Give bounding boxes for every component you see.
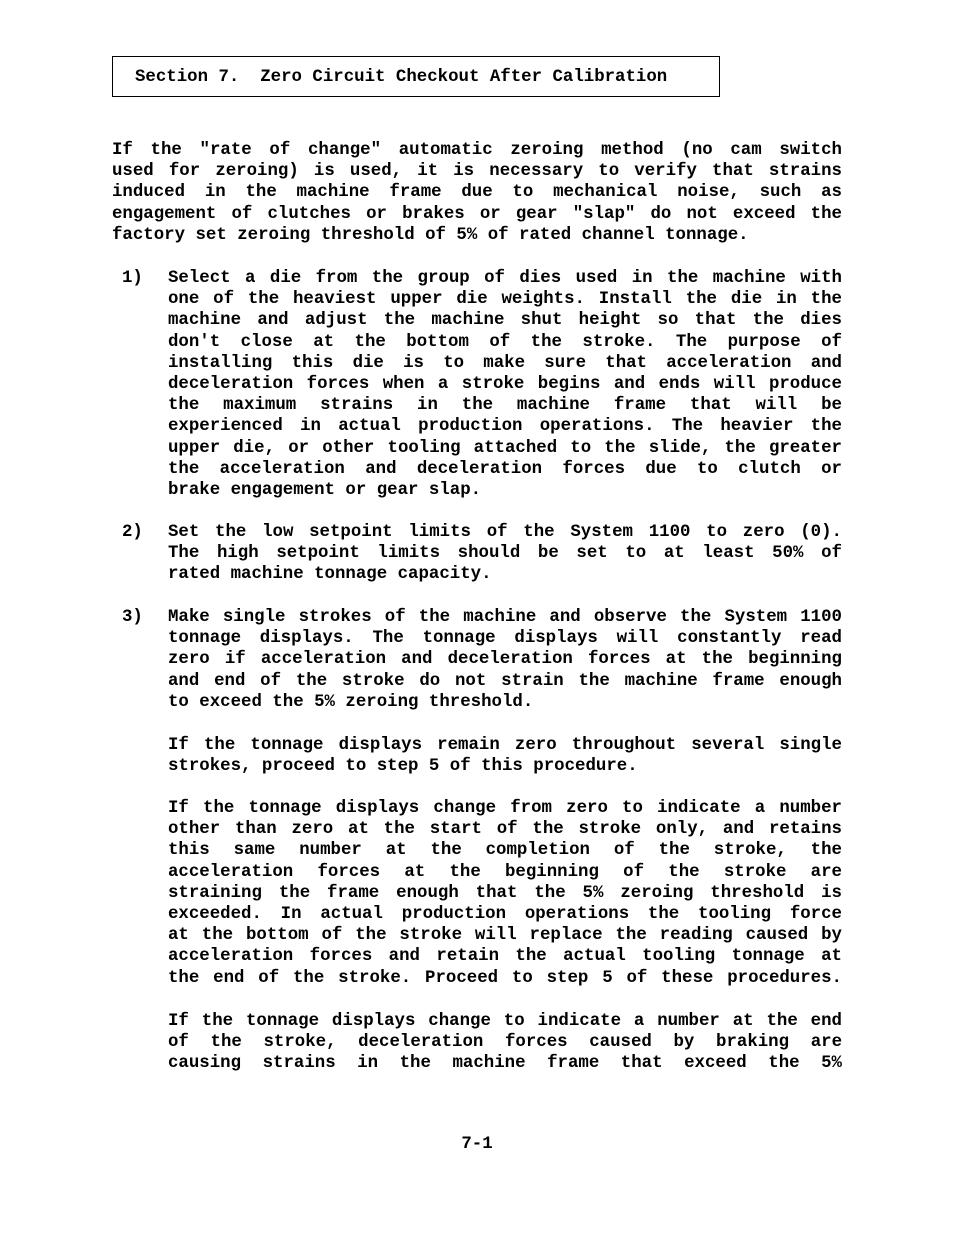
text-line: brake engagement or gear slap.	[168, 481, 482, 501]
section-heading-box	[112, 56, 720, 97]
text-line: one of the heaviest upper die weights. Install the die in the	[168, 290, 842, 310]
step-3-number: 3)	[122, 608, 143, 627]
text-line: upper die, or other tooling attached to the slide, the greater	[168, 438, 842, 458]
text-line: acceleration forces and retain the actual tooling tonnage at	[168, 947, 842, 967]
text-line: causing strains in the machine frame that exceed the 5%	[168, 1054, 842, 1074]
text-line: exceeded. In actual production operations the tooling force	[168, 905, 842, 925]
text-line: installing this die is to make sure that acceleration and	[168, 353, 842, 373]
text-line: straining the frame enough that the 5% zeroing threshold is	[168, 883, 842, 903]
text-line: this same number at the completion of the stroke, the	[168, 841, 842, 861]
text-line: Select a die from the group of dies used in the machine with	[168, 269, 842, 288]
text-line: factory set zeroing threshold of 5% of rated channel tonnage.	[112, 225, 749, 245]
page-number: 7-1	[461, 1135, 493, 1154]
text-line: the acceleration and deceleration forces due to clutch or	[168, 459, 842, 479]
text-line: experienced in actual production operations. The heavier the	[168, 417, 842, 437]
text-line: of the stroke, deceleration forces caused by braking are	[168, 1033, 842, 1053]
step-3-sub-paragraph-1	[168, 735, 842, 777]
text-line: If the tonnage displays change to indicate a number at the end	[168, 1012, 842, 1031]
step-2-number: 2)	[122, 523, 143, 542]
text-line: If the tonnage displays change from zero to indicate a number	[168, 799, 842, 818]
text-line: The high setpoint limits should be set to at least 50% of	[168, 544, 842, 564]
text-line: other than zero at the start of the stroke only, and retains	[168, 820, 842, 840]
text-line: used for zeroing) is used, it is necessary to verify that strains	[112, 162, 842, 182]
section-title: Section 7. Zero Circuit Checkout After Calibration	[135, 68, 668, 87]
step-1-paragraph	[168, 268, 842, 501]
text-line: engagement of clutches or brakes or gear "slap" do not exceed the	[112, 204, 842, 224]
text-line: rated machine tonnage capacity.	[168, 565, 492, 585]
text-line: tonnage displays. The tonnage displays will constantly read	[168, 629, 842, 649]
step-3-sub-paragraph-2	[168, 798, 842, 989]
text-line: If the tonnage displays remain zero throughout several single	[168, 736, 842, 755]
intro-paragraph	[112, 140, 842, 246]
text-line: Set the low setpoint limits of the System 1100 to zero (0).	[168, 523, 842, 542]
text-line: and end of the stroke do not strain the machine frame enough	[168, 671, 842, 691]
step-3-sub-paragraph-3	[168, 1011, 842, 1075]
step-1-number: 1)	[122, 269, 143, 288]
text-line: to exceed the 5% zeroing threshold.	[168, 692, 534, 712]
text-line: If the "rate of change" automatic zeroing method (no cam switch	[112, 141, 842, 160]
text-line: strokes, proceed to step 5 of this procedure.	[168, 757, 638, 777]
text-line: machine and adjust the machine shut height so that the dies	[168, 311, 842, 331]
text-line: at the bottom of the stroke will replace the reading caused by	[168, 926, 842, 946]
text-line: Make single strokes of the machine and observe the System 1100	[168, 608, 842, 627]
text-line: the maximum strains in the machine frame that will be	[168, 396, 842, 416]
text-line: zero if acceleration and deceleration forces at the beginning	[168, 650, 842, 670]
text-line: don't close at the bottom of the stroke. The purpose of	[168, 332, 842, 352]
step-3-paragraph	[168, 607, 842, 713]
text-line: induced in the machine frame due to mechanical noise, such as	[112, 183, 842, 203]
text-line: deceleration forces when a stroke begins and ends will produce	[168, 375, 842, 395]
step-2-paragraph	[168, 522, 842, 586]
text-line: the end of the stroke. Proceed to step 5 of these procedures.	[168, 968, 842, 988]
text-line: acceleration forces at the beginning of the stroke are	[168, 862, 842, 882]
